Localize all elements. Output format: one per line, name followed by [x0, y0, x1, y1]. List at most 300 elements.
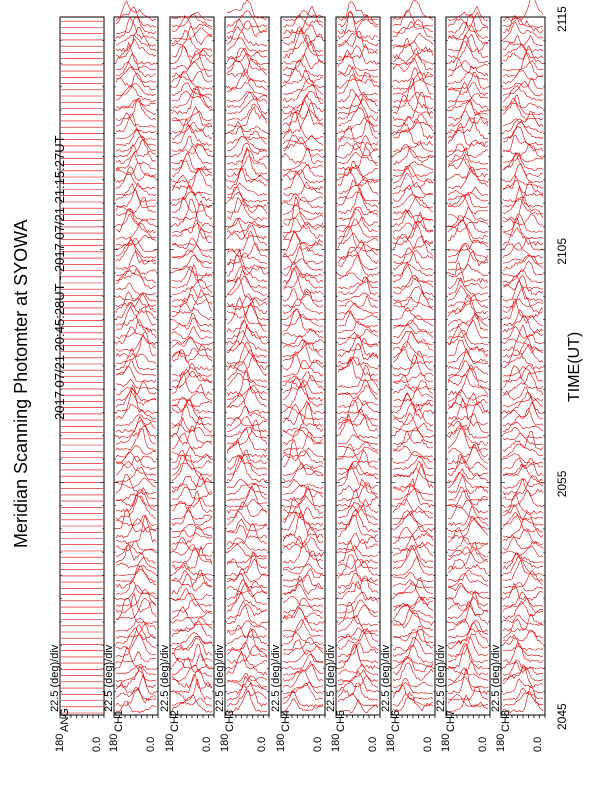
trace-line: [227, 169, 267, 189]
trace-line: [338, 398, 378, 408]
trace-line: [338, 676, 378, 687]
panel-ch3: [214, 0, 269, 752]
trace-line: [116, 197, 156, 213]
trace-line: [116, 666, 156, 688]
trace-line: [503, 506, 543, 520]
angle-tick-label-0: 0.0: [532, 736, 544, 752]
trace-line: [503, 688, 543, 700]
trace-line: [283, 683, 323, 700]
trace-line: [283, 512, 323, 531]
trace-line: [503, 679, 543, 695]
trace-line: [172, 201, 212, 221]
trace-line: [393, 72, 433, 95]
trace-line: [393, 637, 433, 656]
angle-tick-label-0: 0.0: [477, 736, 489, 752]
trace-line: [116, 417, 156, 433]
trace-line: [338, 277, 378, 295]
angle-tick-label-180: 180: [495, 733, 507, 752]
trace-line: [503, 408, 543, 426]
trace-line: [448, 593, 488, 606]
trace-line: [116, 415, 156, 426]
trace-line: [283, 68, 323, 88]
trace-line: [503, 479, 543, 489]
trace-line: [116, 545, 156, 557]
trace-line: [338, 75, 378, 96]
trace-line: [503, 157, 543, 177]
trace-line: [393, 597, 433, 612]
trace-line: [338, 645, 378, 669]
angle-tick-label-180: 180: [440, 733, 452, 752]
trace-line: [116, 190, 156, 208]
trace-line: [448, 167, 488, 183]
trace-line: [172, 508, 212, 525]
trace-line: [227, 20, 267, 34]
trace-line: [227, 11, 267, 28]
trace-line: [116, 163, 156, 176]
trace-line: [172, 17, 212, 31]
trace-line: [172, 345, 212, 361]
trace-line: [283, 335, 323, 344]
trace-line: [227, 147, 267, 176]
trace-line: [338, 46, 378, 65]
angle-tick-label-0: 0.0: [312, 736, 324, 752]
trace-line: [172, 524, 212, 531]
angle-tick-label-180: 180: [54, 733, 66, 752]
trace-line: [503, 433, 543, 445]
trace-line: [172, 498, 212, 507]
angle-tick-label-180: 180: [330, 733, 342, 752]
trace-line: [283, 497, 323, 526]
trace-line: [338, 303, 378, 313]
angle-tick-label-0: 0.0: [367, 736, 379, 752]
scale-label: 22.5 (deg)/div: [490, 644, 502, 712]
trace-line: [448, 314, 488, 326]
angle-tick-label-180: 180: [275, 733, 287, 752]
trace-line: [503, 642, 543, 663]
trace-line: [116, 269, 156, 289]
trace-line: [338, 628, 378, 642]
trace-line: [393, 629, 433, 638]
trace-line: [116, 490, 156, 512]
trace-line: [227, 225, 267, 245]
trace-line: [172, 28, 212, 40]
trace-line: [283, 231, 323, 251]
trace-line: [283, 429, 323, 445]
trace-line: [227, 580, 267, 600]
trace-line: [448, 352, 488, 364]
panel-ch4: [270, 6, 325, 752]
trace-line: [227, 59, 267, 77]
trace-line: [393, 0, 433, 20]
trace-line: [116, 113, 156, 127]
trace-line: [393, 511, 433, 532]
trace-line: [283, 182, 323, 196]
trace-line: [448, 82, 488, 108]
trace-line: [338, 602, 378, 625]
trace-line: [393, 507, 433, 519]
panels-group: [49, 0, 545, 752]
trace-line: [503, 366, 543, 389]
trace-line: [448, 251, 488, 270]
trace-line: [448, 574, 488, 588]
trace-line: [172, 111, 212, 121]
trace-line: [503, 397, 543, 407]
scale-label: 22.5 (deg)/div: [49, 644, 61, 712]
trace-line: [227, 350, 267, 364]
angle-tick-label-180: 180: [108, 733, 120, 752]
trace-line: [283, 671, 323, 688]
trace-line: [503, 78, 543, 90]
trace-line: [172, 698, 212, 706]
trace-line: [283, 682, 323, 693]
trace-line: [172, 136, 212, 152]
trace-line: [503, 334, 543, 344]
trace-line: [227, 677, 267, 695]
trace-line: [116, 366, 156, 382]
scale-label: 22.5 (deg)/div: [380, 644, 392, 712]
trace-line: [393, 42, 433, 52]
trace-line: [283, 309, 323, 332]
trace-line: [116, 488, 156, 501]
trace-line: [227, 127, 267, 139]
trace-line: [172, 146, 212, 164]
trace-line: [503, 366, 543, 376]
trace-line: [338, 506, 378, 525]
trace-line: [338, 541, 378, 564]
trace-line: [283, 329, 323, 339]
trace-line: [283, 172, 323, 190]
trace-line: [283, 60, 323, 77]
trace-line: [448, 645, 488, 669]
trace-line: [283, 608, 323, 620]
trace-line: [283, 148, 323, 164]
trace-line: [393, 210, 433, 221]
trace-line: [393, 92, 433, 102]
trace-line: [393, 264, 433, 276]
trace-line: [116, 145, 156, 157]
trace-line: [116, 114, 156, 134]
trace-line: [503, 494, 543, 514]
trace-line: [393, 182, 433, 194]
trace-line: [116, 235, 156, 246]
trace-line: [503, 512, 543, 532]
trace-line: [283, 511, 323, 538]
trace-line: [393, 354, 433, 376]
trace-line: [393, 351, 433, 370]
trace-line: [283, 463, 323, 482]
trace-line: [448, 73, 488, 84]
trace-line: [172, 83, 212, 96]
trace-line: [338, 357, 378, 376]
trace-line: [448, 278, 488, 295]
trace-line: [116, 581, 156, 595]
trace-line: [116, 17, 156, 33]
trace-line: [283, 78, 323, 101]
trace-line: [283, 197, 323, 208]
trace-line: [172, 289, 212, 313]
trace-line: [172, 674, 212, 692]
trace-line: [227, 511, 267, 526]
trace-line: [503, 553, 543, 569]
trace-line: [227, 553, 267, 563]
trace-line: [503, 512, 543, 538]
trace-line: [116, 99, 156, 121]
angle-tick-label-180: 180: [164, 733, 176, 752]
trace-line: [116, 647, 156, 670]
trace-line: [338, 546, 378, 557]
trace-line: [338, 683, 378, 700]
trace-line: [393, 185, 433, 201]
trace-line: [448, 622, 488, 644]
trace-line: [448, 547, 488, 563]
angle-tick-label-0: 0.0: [201, 736, 213, 752]
trace-line: [338, 44, 378, 58]
trace-line: [503, 345, 543, 363]
trace-line: [503, 571, 543, 588]
trace-line: [172, 175, 212, 195]
trace-line: [116, 238, 156, 252]
trace-line: [338, 463, 378, 480]
trace-line: [338, 244, 378, 258]
trace-line: [172, 122, 212, 133]
trace-line: [172, 372, 212, 396]
trace-line: [283, 662, 323, 682]
panel-ch5: [325, 2, 380, 752]
trace-line: [393, 115, 433, 133]
angle-tick-label-0: 0.0: [145, 736, 157, 752]
trace-line: [393, 287, 433, 302]
trace-line: [503, 214, 543, 233]
trace-line: [393, 373, 433, 382]
trace-line: [393, 117, 433, 127]
trace-line: [448, 559, 488, 574]
trace-line: [503, 646, 543, 657]
trace-line: [393, 692, 433, 711]
trace-line: [393, 221, 433, 239]
trace-line: [448, 500, 488, 513]
trace-line: [172, 363, 212, 376]
trace-line: [116, 167, 156, 183]
trace-line: [227, 373, 267, 388]
trace-line: [338, 644, 378, 663]
trace-line: [283, 632, 323, 644]
trace-line: [503, 181, 543, 189]
trace-line: [338, 217, 378, 227]
trace-line: [116, 270, 156, 283]
angle-tick-label-0: 0.0: [422, 736, 434, 752]
trace-line: [503, 619, 543, 638]
trace-line: [116, 209, 156, 233]
trace-line: [283, 380, 323, 394]
trace-line: [283, 448, 323, 457]
trace-line: [393, 141, 433, 152]
trace-line: [448, 527, 488, 544]
scale-label: 22.5 (deg)/div: [159, 644, 171, 712]
trace-line: [503, 35, 543, 52]
trace-line: [172, 14, 212, 27]
trace-line: [172, 30, 212, 52]
trace-line: [448, 72, 488, 89]
trace-line: [338, 643, 378, 657]
panel-ch8: [490, 0, 545, 752]
trace-line: [227, 552, 267, 570]
trace-line: [283, 262, 323, 276]
trace-line: [338, 207, 378, 221]
trace-line: [227, 243, 267, 257]
panel-name: CH6: [390, 709, 402, 732]
trace-line: [283, 569, 323, 582]
trace-line: [448, 321, 488, 339]
trace-line: [448, 93, 488, 102]
trace-line: [503, 546, 543, 557]
panel-name: CH4: [280, 709, 292, 732]
chart-subtitle: 2017 07/21 20:45:28UT - 2017 07/21 21:15:27UT: [52, 135, 67, 420]
trace-line: [172, 371, 212, 388]
trace-line: [338, 415, 378, 427]
trace-line: [503, 431, 543, 451]
trace-line: [227, 298, 267, 307]
trace-line: [503, 176, 543, 196]
panel-ch2: [159, 12, 214, 752]
trace-line: [116, 43, 156, 65]
trace-line: [116, 183, 156, 196]
trace-line: [283, 289, 323, 308]
panel-name: CH7: [445, 709, 457, 732]
trace-line: [503, 454, 543, 464]
trace-line: [172, 168, 212, 189]
trace-line: [448, 402, 488, 420]
trace-line: [283, 691, 323, 707]
trace-line: [338, 533, 378, 544]
trace-line: [227, 455, 267, 482]
trace-line: [283, 607, 323, 625]
trace-line: [227, 256, 267, 276]
trace-line: [448, 41, 488, 63]
trace-line: [283, 136, 323, 152]
trace-line: [393, 405, 433, 427]
trace-line: [172, 405, 212, 426]
trace-line: [338, 240, 378, 263]
trace-line: [227, 628, 267, 650]
trace-line: [393, 578, 433, 595]
trace-line: [227, 643, 267, 657]
trace-line: [503, 255, 543, 270]
trace-line: [172, 607, 212, 619]
trace-line: [283, 427, 323, 438]
trace-line: [116, 635, 156, 657]
panel-name: CH8: [500, 709, 512, 732]
trace-line: [172, 418, 212, 438]
trace-line: [338, 442, 378, 451]
trace-line: [172, 446, 212, 457]
trace-line: [393, 461, 433, 476]
angle-tick-label-180: 180: [219, 733, 231, 752]
trace-line: [448, 695, 488, 713]
trace-line: [116, 67, 156, 83]
trace-line: [172, 617, 212, 625]
trace-line: [227, 48, 267, 59]
trace-line: [172, 294, 212, 307]
trace-line: [448, 605, 488, 624]
trace-line: [283, 376, 323, 389]
trace-line: [338, 435, 378, 445]
scale-label: 22.5 (deg)/div: [270, 644, 282, 712]
panel-name: CH5: [335, 709, 347, 732]
trace-line: [172, 318, 212, 333]
trace-line: [503, 53, 543, 77]
trace-line: [172, 491, 212, 512]
trace-line: [503, 316, 543, 333]
trace-line: [338, 255, 378, 277]
trace-line: [503, 95, 543, 115]
trace-line: [503, 536, 543, 550]
trace-line: [116, 35, 156, 47]
trace-line: [283, 564, 323, 576]
trace-line: [448, 543, 488, 558]
panel-name: CH2: [169, 709, 181, 732]
trace-line: [393, 196, 433, 214]
panel-ch1: [103, 1, 158, 752]
panel-name: ANG: [59, 708, 71, 732]
trace-line: [448, 549, 488, 570]
trace-line: [503, 23, 543, 40]
trace-line: [448, 263, 488, 283]
trace-line: [338, 192, 378, 201]
trace-line: [338, 11, 378, 40]
trace-line: [227, 393, 267, 414]
trace-line: [448, 469, 488, 482]
trace-line: [116, 445, 156, 457]
trace-line: [172, 12, 212, 20]
trace-line: [503, 601, 543, 619]
trace-line: [448, 192, 488, 202]
trace-line: [227, 524, 267, 545]
time-tick-label: 2045: [555, 703, 569, 730]
trace-line: [172, 220, 212, 238]
trace-line: [116, 670, 156, 682]
trace-line: [448, 506, 488, 526]
trace-line: [116, 83, 156, 96]
trace-line: [116, 565, 156, 588]
panel-ch6: [380, 0, 435, 752]
trace-line: [116, 598, 156, 624]
trace-line: [116, 240, 156, 258]
trace-line: [283, 637, 323, 650]
panel-frame: [170, 17, 214, 715]
trace-line: [227, 183, 267, 196]
trace-line: [448, 140, 488, 152]
trace-line: [393, 557, 433, 576]
panel-frame: [336, 17, 380, 715]
trace-line: [227, 625, 267, 638]
trace-line: [116, 349, 156, 370]
time-tick-label: 2055: [555, 470, 569, 498]
trace-line: [448, 413, 488, 432]
trace-line: [448, 349, 488, 370]
trace-line: [338, 126, 378, 145]
trace-line: [116, 152, 156, 171]
trace-line: [227, 82, 267, 96]
trace-line: [393, 413, 433, 437]
trace-line: [338, 65, 378, 83]
trace-line: [283, 355, 323, 370]
trace-line: [172, 546, 212, 569]
trace-line: [172, 563, 212, 575]
trace-line: [172, 326, 212, 339]
trace-line: [393, 95, 433, 115]
trace-line: [338, 592, 378, 606]
trace-line: [283, 165, 323, 177]
